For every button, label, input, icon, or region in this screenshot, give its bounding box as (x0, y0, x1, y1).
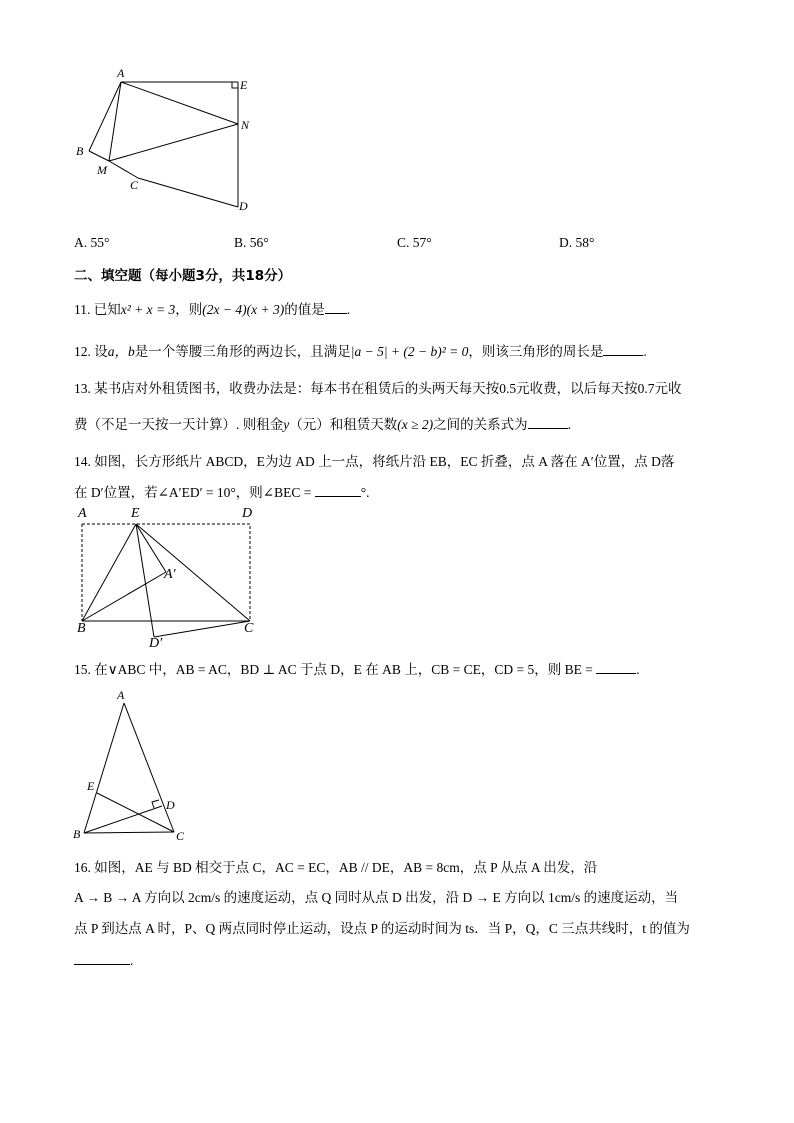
q13-line2-c: 之间的关系式为 (433, 417, 528, 432)
q11-pre: 已知 (93, 302, 121, 317)
q11-end: . (346, 302, 351, 317)
option-b-value: 56° (249, 235, 269, 250)
q13-y: y (283, 417, 290, 432)
label-E: E (240, 78, 248, 92)
label-A-prime: A′ (164, 567, 176, 582)
label-A: A (117, 688, 125, 702)
segment-BA2 (82, 572, 166, 621)
option-b[interactable] (234, 234, 269, 252)
q15-number: 15. (74, 662, 91, 677)
segment-MC (109, 161, 138, 178)
side-AB (84, 703, 124, 833)
segment-MN (109, 124, 238, 161)
q12-text-c: ，则该三角形的周长是 (468, 344, 604, 359)
option-c-key: C. (397, 235, 410, 250)
q15-text: 在∨ABC 中，AB = AC，BD ⊥ AC 于点 D，E 在 AB 上，CB = CE，CD = 5，则 BE = (94, 662, 593, 677)
q13-condition: (x ≥ 2) (397, 417, 434, 432)
label-E: E (87, 779, 95, 793)
q12-ab: a，b (107, 344, 135, 359)
label-E: E (131, 506, 140, 521)
question-11 (74, 301, 350, 319)
question-13-line1 (74, 380, 682, 398)
segment-CD2 (154, 621, 250, 637)
segment-BM (89, 151, 109, 161)
q16-line2-text: A → B → A 方向以 2cm/s 的速度运动，点 Q 同时从点 D 出发，沿 D → E 方向以 1cm/s 的速度运动，当 (74, 890, 679, 905)
option-a-value: 55° (90, 235, 110, 250)
q15-end: . (636, 662, 640, 677)
q16-line1-text: 如图，AE 与 BD 相交于点 C，AC = EC，AB // DE，AB = 8cm，点 P 从点 A 出发，沿 (94, 860, 598, 875)
option-a[interactable] (74, 234, 109, 252)
q13-line2-a: 费（不足一天按一天计算）. 则租金 (74, 417, 284, 432)
label-C: C (244, 621, 254, 636)
question-14-line2 (74, 484, 370, 502)
q12-condition: |a − 5| + (2 − b)² = 0 (350, 344, 469, 359)
question-16-line3 (74, 920, 690, 938)
option-c[interactable] (397, 234, 432, 252)
q11-equation: x² + x = 3 (120, 302, 176, 317)
label-B: B (73, 827, 81, 841)
question-12 (74, 343, 647, 361)
q11-answer-blank[interactable] (325, 301, 347, 314)
q13-end: . (567, 417, 572, 432)
q11-post: 的值是 (284, 302, 325, 317)
q16-answer-blank[interactable] (74, 952, 130, 965)
q12-text-b: 是一个等腰三角形的两边长，且满足 (134, 344, 351, 359)
segment-EB (82, 524, 136, 621)
label-A: A (78, 506, 87, 521)
option-a-key: A. (74, 235, 88, 250)
q14-answer-blank[interactable] (315, 484, 361, 497)
q12-answer-blank[interactable] (603, 343, 643, 356)
question-16-line4 (74, 952, 133, 970)
label-B: B (77, 621, 86, 636)
q11-expression: (2x − 4)(x + 3) (202, 302, 285, 317)
question-14-line1 (74, 453, 674, 471)
label-C: C (130, 178, 139, 192)
option-c-value: 57° (412, 235, 432, 250)
label-N: N (241, 118, 250, 132)
question-15 (74, 661, 640, 679)
option-d[interactable] (559, 234, 594, 252)
option-b-key: B. (234, 235, 247, 250)
segment-EA2 (136, 524, 166, 572)
segment-EC (136, 524, 250, 621)
section-title: 二、填空题（每小题3分，共18分） (74, 268, 292, 284)
question-13-line2 (74, 416, 571, 434)
option-d-value: 58° (575, 235, 595, 250)
segment-AN (121, 82, 238, 124)
right-angle-mark (152, 800, 159, 808)
q16-line3-text: 点 P 到达点 A 时，P、Q 两点同时停止运动，设点 P 的运动时间为 ts．当 P，Q，C 三点共线时，t 的值为 (74, 921, 690, 936)
q13-line2-b: （元）和租赁天数 (289, 417, 398, 432)
q15-answer-blank[interactable] (596, 661, 636, 674)
q12-text-a: 设 (94, 344, 108, 359)
option-d-key: D. (559, 235, 573, 250)
q14-line2-a: 在 D′位置，若∠A′ED′ = 10°，则∠BEC = (74, 485, 312, 500)
segment-CD (138, 178, 238, 207)
q13-number: 13. (74, 381, 91, 396)
q16-end: . (130, 953, 134, 968)
segment-CE (97, 793, 174, 832)
q12-end: . (643, 344, 647, 359)
side-BC (84, 832, 174, 833)
question-16-line2 (74, 889, 678, 907)
label-A: A (117, 66, 125, 80)
right-angle-mark (232, 82, 238, 88)
label-C: C (176, 829, 185, 843)
q14-end: °. (360, 485, 370, 500)
label-D-prime: D′ (149, 636, 163, 651)
q11-number: 11. (74, 302, 91, 317)
label-B: B (76, 144, 84, 158)
question-16-line1 (74, 859, 597, 877)
q13-answer-blank[interactable] (528, 416, 568, 429)
q12-number: 12. (74, 344, 91, 359)
q14-number: 14. (74, 454, 91, 469)
q14-line1-text: 如图，长方形纸片 ABCD，E为边 AD 上一点，将纸片沿 EB，EC 折叠，点 A 落在 A′位置，点 D落 (94, 454, 675, 469)
label-M: M (97, 163, 107, 177)
label-D: D (239, 199, 248, 213)
figure-q15 (70, 685, 190, 845)
label-D: D (242, 506, 253, 521)
q16-number: 16. (74, 860, 91, 875)
q13-line1-text: 某书店对外租赁图书，收费办法是：每本书在租赁后的头两天每天按0.5元收费，以后每天按0.7元收 (94, 381, 682, 396)
label-D: D (166, 798, 175, 812)
q11-mid: ，则 (175, 302, 203, 317)
